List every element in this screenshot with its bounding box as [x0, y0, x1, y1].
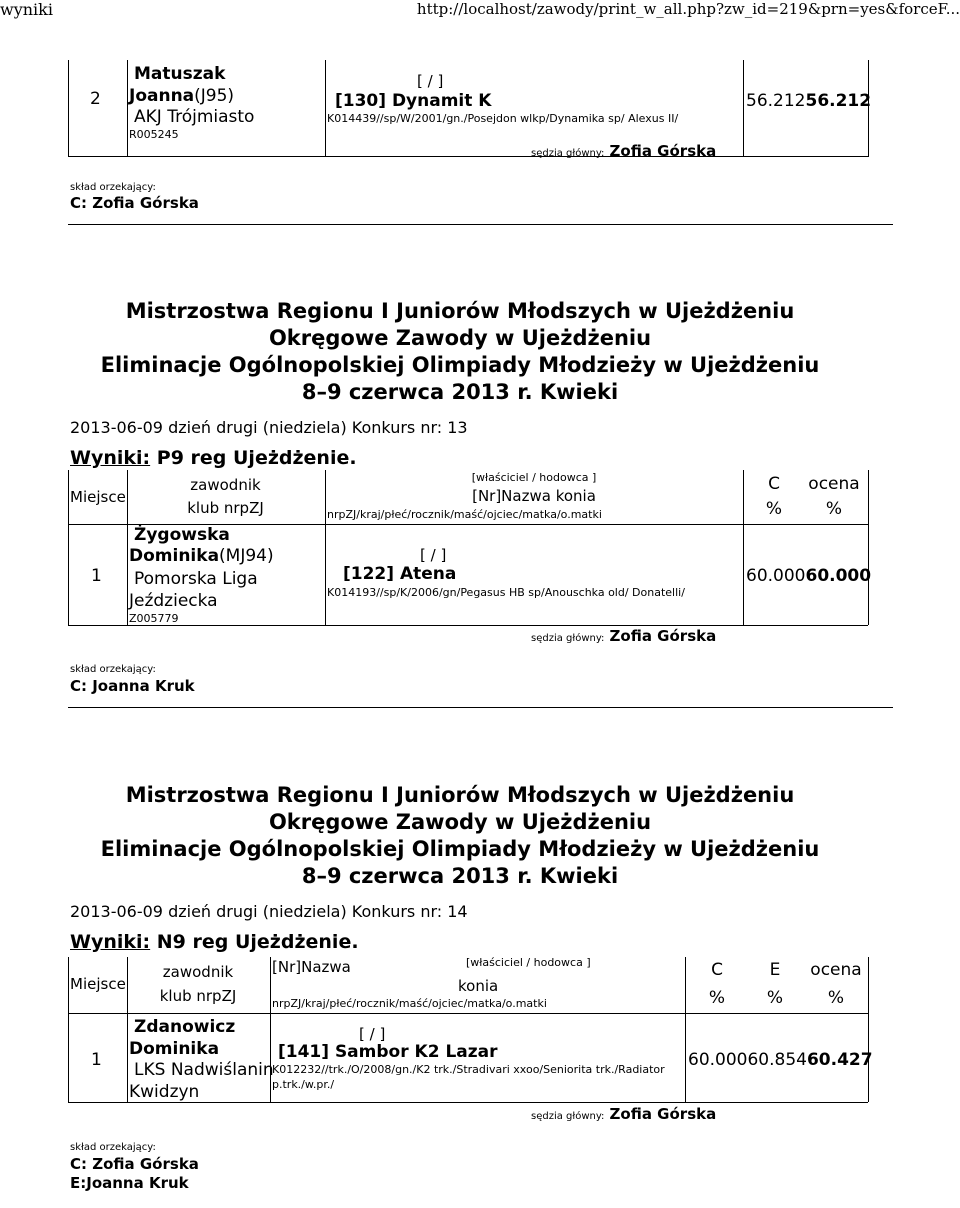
rider-name: Dominika [129, 1039, 220, 1059]
rider-id: R005245 [129, 128, 179, 141]
head-judge-line [531, 1104, 716, 1123]
col-rider: zawodnik [190, 476, 261, 494]
head-judge-name: Zofia Górska [609, 627, 717, 645]
col-horse-fields: nrpZJ/kraj/płeć/rocznik/maść/ojciec/matka/o.matki [272, 997, 547, 1010]
score-e: 60.854 [747, 1050, 807, 1070]
col-place: Miejsce [70, 488, 126, 506]
scores [688, 1050, 873, 1070]
head-judge-name: Zofia Górska [609, 1105, 717, 1123]
rider-surname: Matuszak [134, 64, 226, 84]
col-pct-c: % [765, 499, 783, 519]
horse-info: K014439//sp/W/2001/gn./Posejdon wlkp/Dynamika sp/ Alexus II/ [327, 112, 679, 125]
col-owner: [właściciel / hodowca ] [471, 471, 597, 484]
col-horse: [Nr]Nazwa konia [472, 487, 596, 505]
col-pct-c: % [708, 988, 726, 1008]
horse-name: [122] Atena [343, 564, 457, 584]
rider-club-2: Jeździecka [129, 591, 218, 611]
place: 1 [91, 566, 102, 586]
score-c: 60.000 [688, 1050, 748, 1070]
rider-name-line [129, 546, 274, 566]
rider-surname: Zdanowicz [134, 1017, 236, 1037]
horse-name: [141] Sambor K2 Lazar [278, 1042, 498, 1062]
owner-breeder-slash: [ / ] [359, 1025, 386, 1043]
score-c: 56.21256.212 [746, 91, 872, 111]
score-c: 60.00060.000 [746, 566, 872, 586]
head-judge-name: Zofia Górska [609, 142, 717, 160]
results-heading: Wyniki: N9 reg Ujeżdżenie. [70, 931, 359, 953]
head-judge-label: sędzia główny: [531, 148, 605, 159]
head-judge-line [531, 626, 716, 645]
col-pct-score: % [825, 499, 843, 519]
horse-info-2: p.trk./w.pr./ [272, 1078, 335, 1091]
panel-member: C: Zofia Górska [70, 194, 199, 212]
col-horse-fields: nrpZJ/kraj/płeć/rocznik/maść/ojciec/matka/o.matki [327, 508, 602, 521]
score-total: 60.427 [806, 1050, 873, 1070]
competition-title-2: Mistrzostwa Regionu I Juniorów Młodszych w Ujeżdżeniu Okręgowe Zawody w Ujeżdżeniu Eliminacje Ogólnopolskiej Olimpiady Młodzieży w Ujeżdżeniu 8–9 czerwca 2013 r. Kwieki [100, 783, 820, 888]
col-score: ocena [808, 474, 860, 494]
page-url: http://localhost/zawody/print_w_all.php?zw_id=219&prn=yes&forceF... [416, 0, 960, 18]
page-title: wyniki [0, 0, 53, 19]
head-judge-label: sędzia główny: [531, 633, 605, 644]
col-score: ocena [810, 960, 862, 980]
panel-member: C: Joanna Kruk [70, 677, 195, 695]
col-rider: zawodnik [162, 963, 234, 981]
competition-date: 2013-06-09 dzień drugi (niedziela) Konkurs nr: 14 [70, 902, 468, 921]
rider-name-line [129, 86, 234, 106]
panel-label: skład orzekający: [70, 1142, 156, 1153]
col-judge-c: C [711, 960, 723, 980]
place: 1 [91, 1050, 102, 1070]
col-pct-e: % [766, 988, 784, 1008]
col-judge-c: C [768, 474, 780, 494]
horse-name: [130] Dynamit K [335, 91, 492, 111]
rider-club: AKJ Trójmiasto [134, 107, 255, 127]
panel-label: skład orzekający: [70, 182, 156, 193]
head-judge-label: sędzia główny: [531, 1111, 605, 1122]
rider-name: Joanna [129, 86, 195, 106]
rider-id: Z005779 [129, 612, 179, 625]
col-club: klub nrpZJ [159, 987, 237, 1005]
panel-member-2: E:Joanna Kruk [70, 1174, 189, 1192]
score-total: 56.212 [805, 91, 872, 111]
rider-club-1: LKS Nadwiślanin [134, 1060, 274, 1080]
col-horse: [Nr]Nazwa [272, 958, 351, 976]
competition-title-1: Mistrzostwa Regionu I Juniorów Młodszych w Ujeżdżeniu Okręgowe Zawody w Ujeżdżeniu Eliminacje Ogólnopolskiej Olimpiady Młodzieży w Ujeżdżeniu 8–9 czerwca 2013 r. Kwieki [100, 299, 820, 404]
col-place: Miejsce [70, 975, 126, 993]
competition-date: 2013-06-09 dzień drugi (niedziela) Konkurs nr: 13 [70, 418, 468, 437]
rider-category: (MJ94) [219, 546, 274, 566]
col-judge-e: E [769, 960, 781, 980]
results-heading: Wyniki: P9 reg Ujeżdżenie. [70, 447, 357, 469]
col-owner: [właściciel / hodowca ] [466, 956, 591, 969]
owner-breeder-slash: [ / ] [420, 546, 447, 564]
rider-surname: Żygowska [134, 525, 230, 545]
horse-info-1: K012232//trk./O/2008/gn./K2 trk./Stradivari xxoo/Seniorita trk./Radiator [272, 1063, 665, 1076]
rider-name: Dominika [129, 546, 220, 566]
rider-club-2: Kwidzyn [129, 1082, 200, 1102]
col-horse-2: konia [458, 977, 499, 995]
panel-label: skład orzekający: [70, 664, 156, 675]
rider-club-1: Pomorska Liga [134, 569, 258, 589]
place: 2 [90, 89, 101, 109]
head-judge-line [531, 141, 716, 160]
owner-breeder-slash: [ / ] [417, 72, 444, 90]
horse-info: K014193//sp/K/2006/gn/Pegasus HB sp/Anouschka old/ Donatelli/ [327, 586, 685, 599]
col-pct-score: % [827, 988, 845, 1008]
rider-category: (J95) [194, 86, 235, 106]
score-total: 60.000 [805, 566, 872, 586]
col-club: klub nrpZJ [187, 499, 264, 517]
panel-member-1: C: Zofia Górska [70, 1155, 199, 1173]
